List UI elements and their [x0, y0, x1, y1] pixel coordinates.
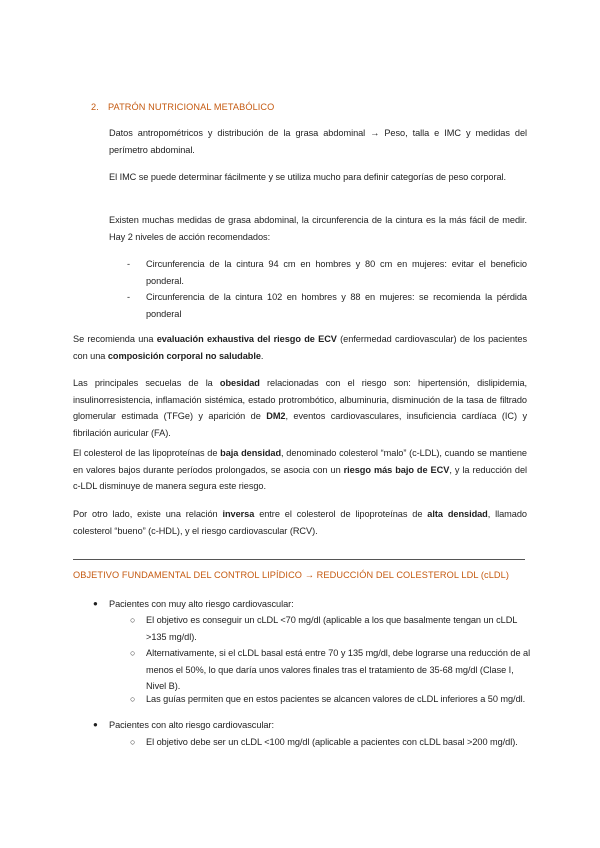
text-run: Por otro lado, existe una relación	[73, 509, 223, 519]
dash-marker: -	[127, 292, 131, 302]
paragraph-hdl	[73, 506, 527, 539]
section-heading	[91, 99, 274, 116]
sub-bullet-item	[130, 691, 532, 708]
paragraph-ecv-evaluation	[73, 331, 527, 364]
horizontal-divider	[73, 559, 525, 560]
bold-run: evaluación exhaustiva del riesgo de ECV	[156, 334, 337, 344]
text-run: Las principales secuelas de la	[73, 378, 220, 388]
bold-run: obesidad	[219, 378, 260, 388]
paragraph-ldl	[73, 445, 527, 495]
paragraph-imc: El IMC se puede determinar fácilmente y se utiliza mucho para definir categorías de peso corporal.	[109, 172, 507, 182]
text-run: , y la reducción del c-LDL disminuye de manera segura este riesgo.	[73, 464, 527, 491]
bold-run: alta densidad	[427, 509, 488, 519]
sub-bullet-text: El objetivo es conseguir un cLDL <70 mg/dl (aplicable a los que basalmente tengan un cLDL >135 mg/dl).	[146, 615, 518, 642]
bullet-item	[93, 717, 533, 734]
text-run: El colesterol de las lipoproteínas de	[73, 448, 221, 458]
paragraph-obesity-sequelae	[73, 375, 527, 441]
filled-bullet-icon: ●	[93, 599, 98, 608]
bullet-item	[93, 596, 533, 613]
bold-run: DM2	[266, 411, 286, 421]
dash-list-item	[127, 289, 527, 322]
open-bullet-icon: ○	[130, 694, 136, 704]
text-run: (enfermedad cardiovascular) de los pacientes con una	[73, 334, 527, 361]
section-number: 2.	[91, 102, 99, 112]
text-run: entre el colesterol de lipoproteínas de	[254, 509, 428, 519]
sub-bullet-item	[130, 734, 532, 751]
bold-run: inversa	[222, 509, 255, 519]
sub-bullet-text: Las guías permiten que en estos pacientes se alcancen valores de cLDL inferiores a 50 mg/dl.	[146, 694, 526, 704]
dash-marker: -	[127, 259, 131, 269]
dash-item-text: Circunferencia de la cintura 94 cm en hombres y 80 cm en mujeres: evitar el beneficio ponderal.	[146, 259, 527, 286]
bold-run: riesgo más bajo de ECV	[343, 464, 450, 475]
paragraph-anthropometric: Datos antropométricos y distribución de la grasa abdominal → Peso, talla e IMC y medidas del perímetro abdominal.	[109, 128, 527, 155]
sub-bullet-item	[130, 612, 532, 645]
sub-bullet-text: El objetivo debe ser un cLDL <100 mg/dl (aplicable a pacientes con cLDL basal >200 mg/dl).	[146, 737, 518, 747]
open-bullet-icon: ○	[130, 615, 136, 625]
filled-bullet-icon: ●	[93, 720, 98, 729]
open-bullet-icon: ○	[130, 737, 136, 747]
bold-run: composición corporal no saludable	[107, 350, 261, 361]
dash-item-text: Circunferencia de la cintura 102 en hombres y 88 en mujeres: se recomienda la pérdida ponderal	[146, 292, 527, 319]
objective-heading: OBJETIVO FUNDAMENTAL DEL CONTROL LIPÍDICO → REDUCCIÓN DEL COLESTEROL LDL (cLDL)	[73, 570, 510, 580]
dash-list-item	[127, 256, 527, 289]
text-run: .	[260, 350, 264, 361]
bold-run: baja densidad	[220, 448, 282, 458]
bullet-text: Pacientes con muy alto riesgo cardiovascular:	[109, 599, 294, 609]
bullet-text: Pacientes con alto riesgo cardiovascular:	[109, 720, 274, 730]
text-run: relacionadas con el riesgo son: hipertensión, dislipidemia, insulinorresistencia, inflamación sistémica, estado protrombótico, albuminuria, disminución de la tasa de filtrado glomerular estimada (TFGe) y aparición de	[73, 378, 528, 421]
text-run: Se recomienda una	[73, 334, 157, 344]
sub-bullet-text: Alternativamente, si el cLDL basal está entre 70 y 135 mg/dl, debe lograrse una reducción de al menos el 50%, lo que daría unos valores finales tras el tratamiento de 35-68 mg/dl (Clase I, Nivel B).	[146, 648, 531, 691]
text-run: , llamado colesterol “bueno” (c-HDL), y el riesgo cardiovascular (RCV).	[73, 509, 527, 536]
open-bullet-icon: ○	[130, 648, 136, 658]
section-title: PATRÓN NUTRICIONAL METABÓLICO	[108, 102, 275, 112]
sub-bullet-item	[130, 645, 532, 695]
paragraph-abdominal-fat: Existen muchas medidas de grasa abdominal, la circunferencia de la cintura es la más fácil de medir. Hay 2 niveles de acción recomendados:	[109, 215, 527, 242]
text-run: , denominado colesterol “malo” (c-LDL), cuando se mantiene en valores bajos durante períodos prolongados, se asocia con un	[73, 448, 527, 475]
text-run: , eventos cardiovasculares, insuficiencia cardíaca (IC) y fibrilación auricular (FA).	[73, 411, 527, 438]
